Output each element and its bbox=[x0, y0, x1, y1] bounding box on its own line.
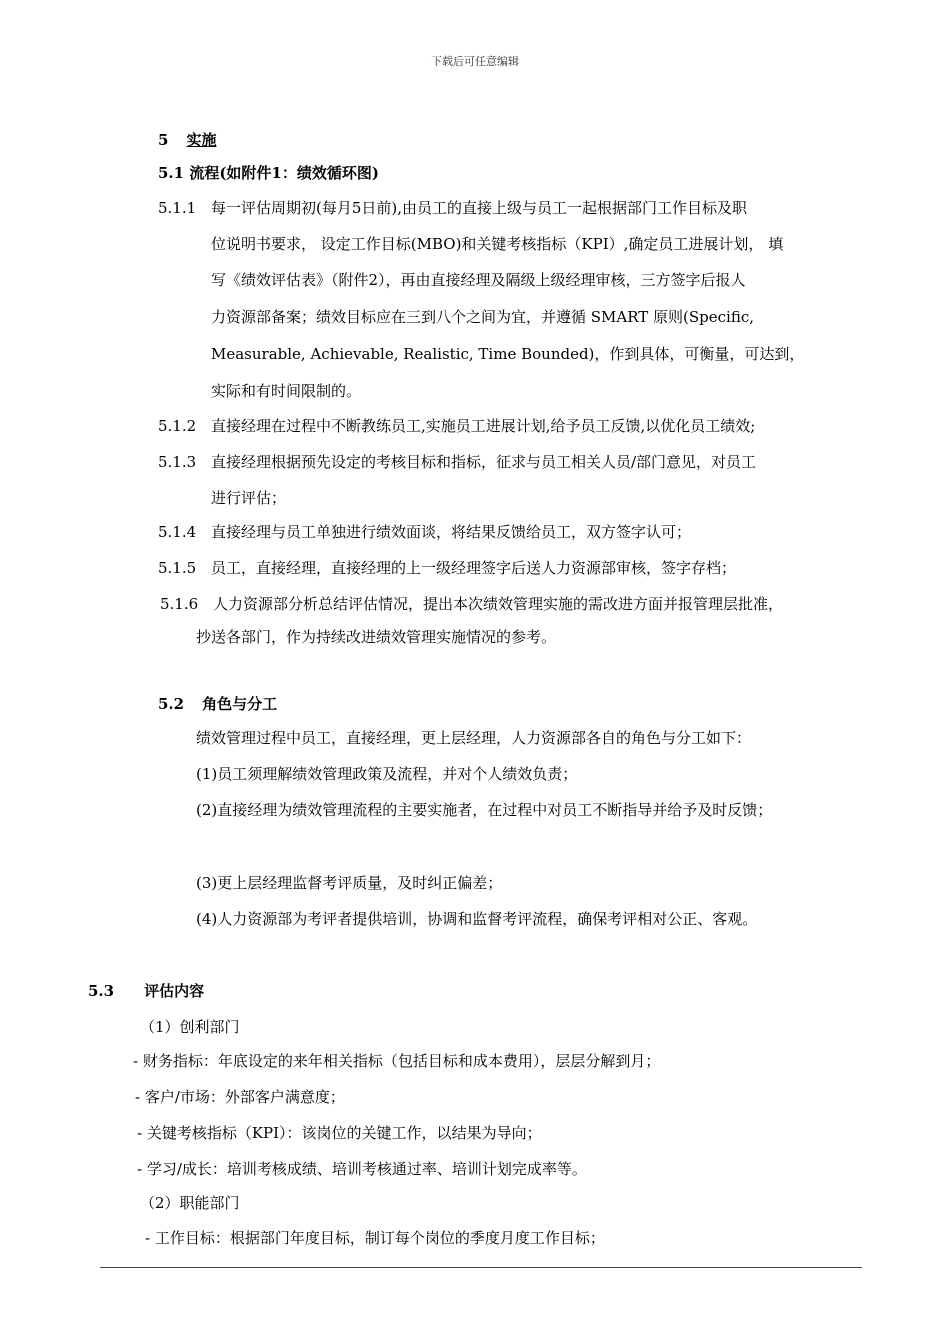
profit-dept-item: - 客户/市场：外部客户满意度； bbox=[135, 1088, 345, 1106]
item-5-1-4-line: 直接经理与员工单独进行绩效面谈，将结果反馈给员工，双方签字认可； bbox=[211, 523, 692, 541]
section-5-number: 5 bbox=[158, 131, 169, 149]
section-5-2-heading bbox=[158, 694, 277, 714]
item-5-1-2-line: 直接经理在过程中不断教练员工,实施员工进展计划,给予员工反馈,以优化员工绩效; bbox=[211, 417, 756, 435]
section-5-3-title: 评估内容 bbox=[144, 982, 205, 1000]
page-header: 下载后可任意编辑 bbox=[431, 55, 519, 68]
section-5-1-heading: 5.1 流程(如附件1：绩效循环图) bbox=[158, 164, 379, 182]
footer-rule bbox=[100, 1267, 862, 1268]
item-5-1-1-line: 力资源部备案；绩效目标应在三到八个之间为宜，并遵循 SMART 原则(Specific, bbox=[211, 308, 755, 326]
profit-dept-item: - 关键考核指标（KPI）：该岗位的关键工作，以结果为导向； bbox=[137, 1124, 542, 1142]
item-5-1-1-line: 每一评估周期初(每月5日前),由员工的直接上级与员工一起根据部门工作目标及职 bbox=[211, 199, 748, 217]
item-5-1-3-line: 进行评估； bbox=[211, 489, 287, 507]
profit-dept-item: - 学习/成长：培训考核成绩、培训考核通过率、培训计划完成率等。 bbox=[137, 1160, 587, 1178]
item-5-1-3-line: 直接经理根据预先设定的考核目标和指标，征求与员工相关人员/部门意见，对员工 bbox=[211, 453, 757, 471]
item-5-1-2-number: 5.1.2 bbox=[158, 417, 197, 435]
item-5-1-5-line: 员工，直接经理，直接经理的上一级经理签字后送人力资源部审核，签字存档； bbox=[211, 559, 737, 577]
item-5-1-1-line: Measurable, Achievable, Realistic, Time Bounded)，作到具体，可衡量，可达到， bbox=[211, 345, 805, 363]
item-5-1-1-line: 位说明书要求， 设定工作目标(MBO)和关键考核指标（KPI）,确定员工进展计划， 填 bbox=[211, 235, 784, 253]
function-dept-item: - 工作目标：根据部门年度目标，制订每个岗位的季度月度工作目标； bbox=[145, 1229, 605, 1247]
section-5-2-intro: 绩效管理过程中员工，直接经理，更上层经理，人力资源部各自的角色与分工如下： bbox=[196, 729, 752, 747]
role-item: (2)直接经理为绩效管理流程的主要实施者，在过程中对员工不断指导并给予及时反馈； bbox=[196, 801, 773, 819]
item-5-1-1-number: 5.1.1 bbox=[158, 199, 197, 217]
item-5-1-3-number: 5.1.3 bbox=[158, 453, 197, 471]
section-5-3-heading bbox=[88, 981, 204, 1001]
item-5-1-6-line: 抄送各部门，作为持续改进绩效管理实施情况的参考。 bbox=[196, 628, 557, 646]
section-5-3-number: 5.3 bbox=[88, 982, 115, 1000]
role-item: (4)人力资源部为考评者提供培训，协调和监督考评流程，确保考评相对公正、客观。 bbox=[196, 910, 758, 928]
section-5-title: 实施 bbox=[186, 131, 217, 149]
item-5-1-6-line: 人力资源部分析总结评估情况，提出本次绩效管理实施的需改进方面并报管理层批准， bbox=[213, 595, 784, 613]
function-dept-subheading: （2）职能部门 bbox=[140, 1194, 240, 1212]
section-5-2-title: 角色与分工 bbox=[202, 695, 278, 713]
role-item: (1)员工须理解绩效管理政策及流程，并对个人绩效负责； bbox=[196, 765, 578, 783]
profit-dept-item: - 财务指标：年底设定的来年相关指标（包括目标和成本费用），层层分解到月； bbox=[133, 1052, 661, 1070]
item-5-1-5-number: 5.1.5 bbox=[158, 559, 197, 577]
item-5-1-6-number: 5.1.6 bbox=[160, 595, 199, 613]
item-5-1-4-number: 5.1.4 bbox=[158, 523, 197, 541]
role-item: (3)更上层经理监督考评质量，及时纠正偏差； bbox=[196, 874, 503, 892]
item-5-1-1-line: 写《绩效评估表》（附件2），再由直接经理及隔级上级经理审核，三方签字后报人 bbox=[211, 271, 746, 289]
item-5-1-1-line: 实际和有时间限制的。 bbox=[211, 382, 362, 400]
section-5-2-number: 5.2 bbox=[158, 695, 185, 713]
profit-dept-subheading: （1）创利部门 bbox=[140, 1018, 240, 1036]
section-5-heading bbox=[158, 130, 216, 150]
